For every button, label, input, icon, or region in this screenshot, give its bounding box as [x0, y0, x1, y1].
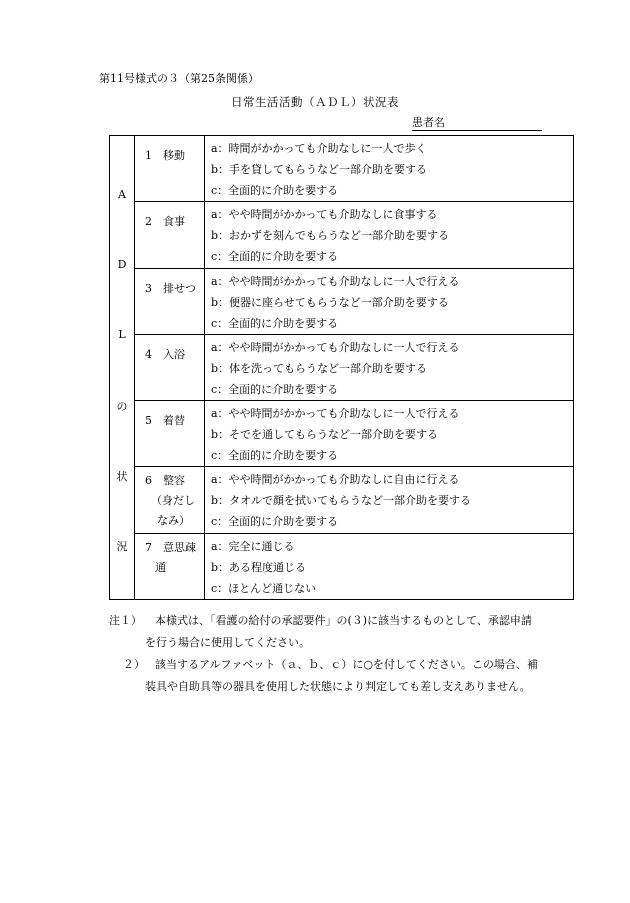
option-a[interactable]: a：時間がかかっても介助なしに一人で歩く: [211, 142, 427, 155]
item-communication: [135, 533, 205, 599]
side-char: 況: [116, 540, 128, 553]
adl-table: [109, 135, 574, 600]
note2-text: 該当するアルファベット（ａ、ｂ、ｃ）に○を付してください。この場合、補: [155, 658, 538, 671]
options-meal: [205, 202, 574, 268]
options-toilet: [205, 268, 574, 334]
item-bath: [135, 334, 205, 400]
item-label: 5 着替: [145, 414, 185, 428]
side-char: の: [116, 400, 128, 413]
option-c[interactable]: c：全面的に介助を要する: [211, 449, 339, 463]
option-a[interactable]: a：やや時間がかかっても介助なしに食事する: [211, 208, 438, 222]
options-bath: [205, 334, 574, 400]
side-char: L: [118, 328, 126, 341]
option-c[interactable]: c：全面的に介助を要する: [211, 382, 339, 396]
side-char: D: [117, 258, 127, 271]
option-b[interactable]: b：タオルで顔を拭いてもらうなど一部介助を要する: [211, 494, 472, 508]
option-b[interactable]: b：便器に座らせてもらうなど一部介助を要する: [211, 295, 449, 309]
patient-name-field[interactable]: [412, 114, 542, 131]
patient-name-label: 患者名: [412, 116, 445, 129]
side-char: 状: [116, 470, 128, 483]
item-label: 2 食事: [145, 215, 185, 229]
options-grooming: [205, 467, 574, 533]
options-communication: [205, 533, 574, 599]
option-a[interactable]: a：完全に通じる: [211, 539, 295, 553]
options-move: [205, 136, 574, 202]
option-a[interactable]: a：やや時間がかかっても介助なしに自由に行える: [211, 473, 460, 487]
note2-text-cont: 装具や自助具等の器具を使用した状態により判定しても差し支えありません。: [145, 680, 531, 693]
option-b[interactable]: b：おかずを刻んでもらうなど一部介助を要する: [211, 229, 450, 243]
option-c[interactable]: c：全面的に介助を要する: [211, 515, 339, 529]
option-b[interactable]: b：手を貸してもらうなど一部介助を要する: [211, 163, 428, 176]
option-c[interactable]: c：全面的に介助を要する: [211, 250, 339, 264]
item-meal: [135, 202, 205, 268]
option-c[interactable]: c：ほとんど通じない: [211, 581, 317, 595]
item-label: 6 整容: [145, 474, 185, 488]
option-a[interactable]: a：やや時間がかかっても介助なしに一人で行える: [211, 407, 460, 421]
side-char: A: [118, 188, 126, 201]
form-number: 第11号様式の３（第25条関係）: [99, 72, 259, 85]
option-c[interactable]: c：全面的に介助を要する: [211, 316, 339, 330]
item-label: 1 移動: [145, 149, 185, 162]
item-toilet: [135, 268, 205, 334]
item-sublabel: なみ）: [157, 514, 190, 528]
item-sublabel: （身だし: [151, 494, 195, 508]
item-label: 3 排せつ: [145, 281, 196, 295]
option-b[interactable]: b：そでを通してもらうなど一部介助を要する: [211, 428, 439, 442]
option-b[interactable]: b：ある程度通じる: [211, 560, 307, 574]
note1-text-cont: を行う場合に使用してください。: [145, 636, 310, 649]
item-label: 4 入浴: [145, 347, 185, 361]
note1-prefix: 注１）: [109, 614, 142, 627]
item-dressing: [135, 401, 205, 467]
options-dressing: [205, 401, 574, 467]
item-sublabel: 通: [155, 560, 166, 574]
item-move: [135, 136, 205, 202]
note1-text: 本様式は、「看護の給付の承認要件」の(３)に該当するものとして、承認申請: [155, 614, 532, 627]
option-a[interactable]: a：やや時間がかかっても介助なしに一人で行える: [211, 340, 460, 354]
document-title: 日常生活活動（ＡＤＬ）状況表: [231, 95, 399, 109]
note2-prefix: ２）: [123, 658, 145, 671]
item-label: 7 意思疎: [145, 540, 196, 554]
item-grooming: [135, 467, 205, 533]
option-b[interactable]: b：体を洗ってもらうなど一部介助を要する: [211, 361, 428, 375]
option-a[interactable]: a：やや時間がかかっても介助なしに一人で行える: [211, 274, 460, 288]
adl-side-label: [110, 136, 135, 600]
option-c[interactable]: c：全面的に介助を要する: [211, 184, 339, 197]
